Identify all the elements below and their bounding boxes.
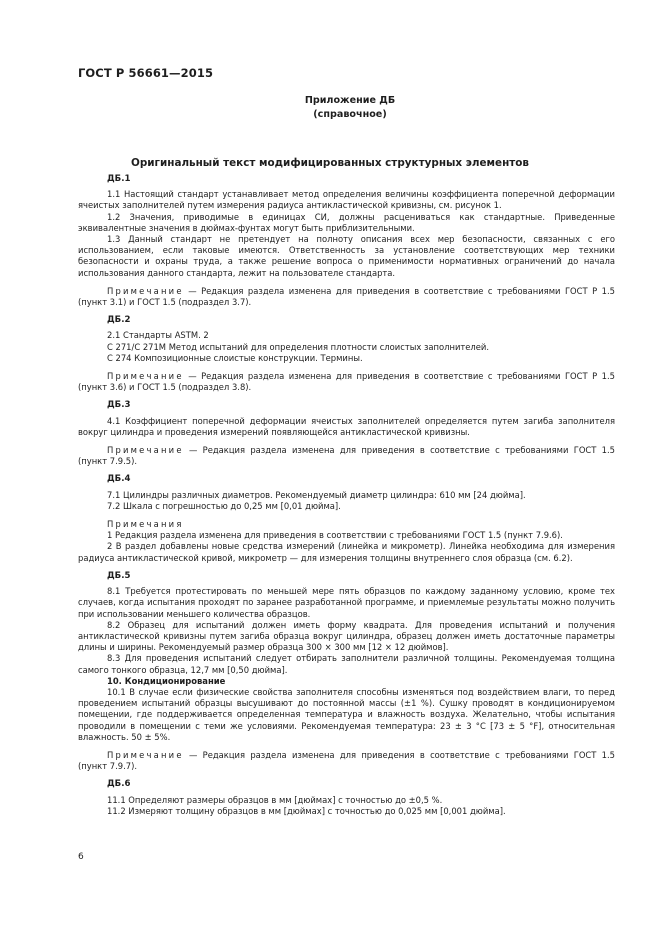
- note-db4-2: 2 В раздел добавлены новые средства измерений (линейка и микрометр). Линейка необходима для измерения радиуса антикластической кривой, микрометр — для измерения толщины внутреннего слоя образца (см. 6.2).: [78, 541, 615, 563]
- section-heading-db2: ДБ.2: [107, 315, 131, 326]
- paragraph-2-3: С 274 Композиционные слоистые конструкции. Термины.: [107, 352, 363, 363]
- paragraph-2-2: С 271/С 271М Метод испытаний для определения плотности слоистых заполнителей.: [107, 341, 490, 352]
- paragraph-10-1: 10.1 В случае если физические свойства заполнителя способны изменяться под воздействием влаги, то перед проведением испытаний образцы высушивают до постоянной массы (±1 %). Сушку проводят в кондиционируемом помещении, где поддерживается определенная температура и влажность воздуха. Желательно, чтобы испытания проводили в помещении с теми же условиями. Рекомендуемая температура: 23 ± 3 °С [73 ± 5 °F], относительная влажность. 50 ± 5%.: [78, 686, 615, 742]
- paragraph-8-1: 8.1 Требуется протестировать по меньшей мере пять образцов по каждому заданному условию, кроме тех случаев, когда испытания проходят по заранее разработанной программе, и приемлемые результаты можно получить при использовании меньшего количества образцов.: [78, 586, 615, 619]
- section-heading-db5: ДБ.5: [107, 570, 131, 581]
- note-label: Примечание: [107, 445, 184, 456]
- note-text: — Редакция раздела изменена для приведения в соответствие с требованиями ГОСТ Р 1.5 (пункт 3.6) и ГОСТ 1.5 (подраздел 3.8).: [78, 371, 615, 393]
- subheading-conditioning: 10. Кондиционирование: [107, 675, 226, 686]
- section-heading-db6: ДБ.6: [107, 779, 131, 790]
- note-db4-1: 1 Редакция раздела изменена для приведения в соответствии с требованиями ГОСТ 1.5 (пункт 7.9.6).: [107, 530, 563, 541]
- paragraph-1-2: 1.2 Значения, приводимые в единицах СИ, должны расцениваться как стандартные. Приведенные эквивалентные значения в дюймах-фунтах могут быть приблизительными.: [78, 211, 615, 233]
- paragraph-1-1: 1.1 Настоящий стандарт устанавливает метод определения величины коэффициента поперечной деформации ячеистых заполнителей путем измерения радиуса антикластической кривизны, см. рисунок 1.: [78, 189, 615, 211]
- appendix-title: Приложение ДБ: [304, 95, 396, 106]
- note-db2: [78, 371, 615, 393]
- document-id-header: ГОСТ Р 56661—2015: [78, 66, 214, 80]
- note-db1: [78, 286, 615, 308]
- notes-heading-db4: [78, 519, 615, 530]
- paragraph-8-3: 8.3 Для проведения испытаний следует отбирать заполнители различной толщины. Рекомендуемая толщина самого тонкого образца, 12,7 мм [0,50 дюйма].: [78, 653, 615, 675]
- paragraph-7-2: 7.2 Шкала с погрешностью до 0,25 мм [0,01 дюйма].: [107, 500, 341, 511]
- section-heading-db4: ДБ.4: [107, 474, 131, 485]
- paragraph-1-3: 1.3 Данный стандарт не претендует на полноту описания всех мер безопасности, связанных с его использованием, если таковые имеются. Ответственность за установление соответствующих мер техники безопасности и охраны труда, а также решение вопроса о применимости нормативных ограничений до начала использования данного стандарта, лежит на пользователе стандарта.: [78, 234, 615, 278]
- paragraph-7-1: 7.1 Цилиндры различных диаметров. Рекомендуемый диаметр цилиндра: 610 мм [24 дюйма].: [107, 489, 526, 500]
- paragraph-11-1: 11.1 Определяют размеры образцов в мм [дюймах] с точностью до ±0,5 %.: [107, 794, 443, 805]
- note-db3: [78, 445, 615, 467]
- note-text: — Редакция раздела изменена для приведения в соответствие с требованиями ГОСТ 1.5 (пункт 7.9.5).: [78, 445, 615, 467]
- page-number: 6: [78, 852, 84, 862]
- appendix-subtitle: (справочное): [313, 109, 387, 120]
- document-body: [78, 174, 615, 817]
- section-heading-db3: ДБ.3: [107, 400, 131, 411]
- note-db5: [78, 750, 615, 772]
- notes-label: Примечания: [107, 519, 184, 530]
- paragraph-2-1: 2.1 Стандарты ASTM. 2: [107, 330, 209, 341]
- note-text: — Редакция раздела изменена для приведения в соответствие с требованиями ГОСТ Р 1.5 (пункт 3.1) и ГОСТ 1.5 (подраздел 3.7).: [78, 285, 615, 308]
- note-label: Примечание: [107, 371, 184, 382]
- main-title: Оригинальный текст модифицированных структурных элементов: [131, 157, 529, 169]
- note-label: Примечание: [107, 749, 184, 760]
- section-heading-db1: ДБ.1: [107, 174, 131, 184]
- note-text: — Редакция раздела изменена для приведения в соответствие с требованиями ГОСТ 1.5 (пункт 7.9.7).: [78, 749, 615, 772]
- note-label: Примечание: [107, 285, 184, 296]
- paragraph-4-1: 4.1 Коэффициент поперечной деформации ячеистых заполнителей определяется путем загиба заполнителя вокруг цилиндра и проведения измерений появляющейся антикластической кривизны.: [78, 415, 615, 437]
- paragraph-11-2: 11.2 Измеряют толщину образцов в мм [дюймах] с точностью до 0,025 мм [0,001 дюйма].: [107, 805, 506, 816]
- paragraph-8-2: 8.2 Образец для испытаний должен иметь форму квадрата. Для проведения испытаний и получения антикластической кривизны путем загиба образца вокруг цилиндра, образец должен иметь достаточные параметры длины и ширины. Рекомендуемый размер образца 300 × 300 мм [12 × 12 дюймов].: [78, 619, 615, 653]
